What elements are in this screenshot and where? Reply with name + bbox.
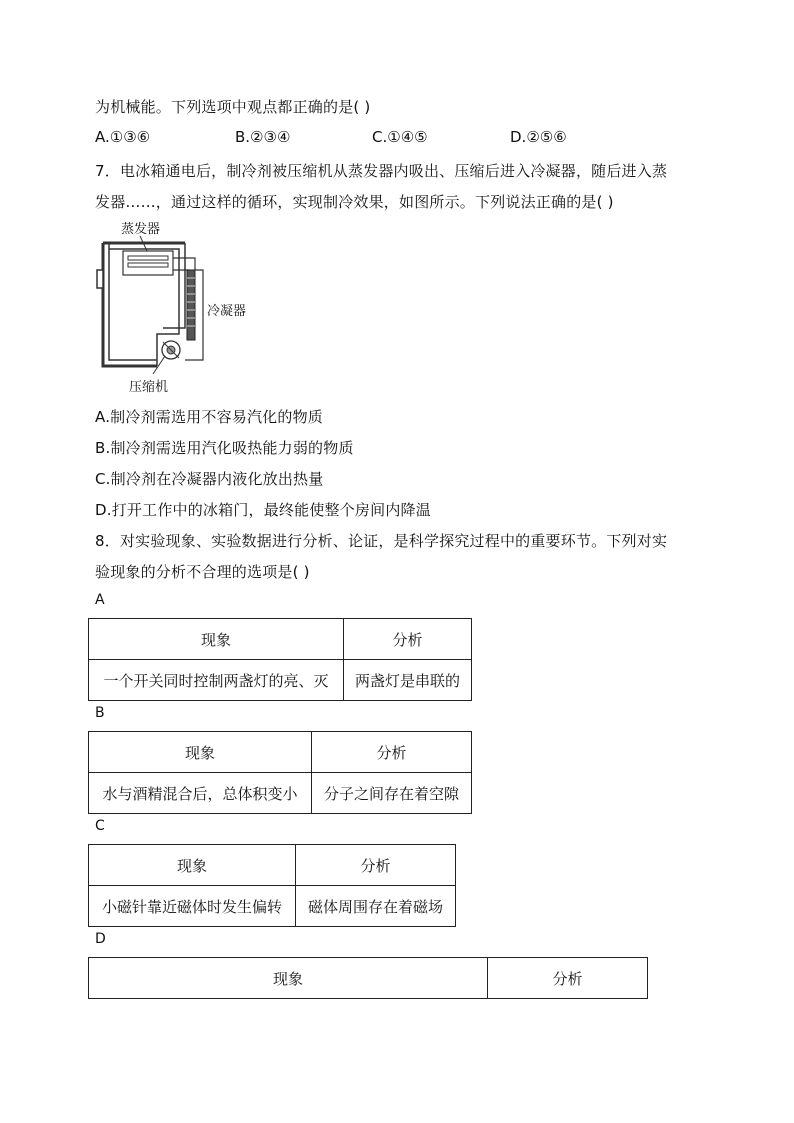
- q7-option-b: B.制冷剂需选用汽化吸热能力弱的物质: [95, 439, 354, 457]
- q8-stem-line1: 8．对实验现象、实验数据进行分析、论证，是科学探究过程中的重要环节。下列对实: [95, 532, 668, 550]
- q7-option-a: A.制冷剂需选用不容易汽化的物质: [95, 408, 323, 426]
- table-c: [88, 844, 456, 927]
- table-c-header-phenomenon: 现象: [89, 845, 296, 886]
- q7-option-d: D.打开工作中的冰箱门，最终能使整个房间内降温: [95, 501, 431, 519]
- q6-option-b: B.②③④: [235, 128, 291, 146]
- compressor-label: 压缩机: [129, 380, 169, 395]
- table-d: [88, 957, 648, 999]
- table-b-header-analysis: 分析: [312, 732, 472, 773]
- table-c-analysis: 磁体周围存在着磁场: [296, 886, 456, 927]
- table-c-phenomenon: 小磁针靠近磁体时发生偏转: [89, 886, 296, 927]
- q6-stem-tail: 为机械能。下列选项中观点都正确的是( ): [95, 98, 371, 116]
- table-a-phenomenon: 一个开关同时控制两盏灯的亮、灭: [89, 660, 344, 701]
- table-a-analysis: 两盏灯是串联的: [344, 660, 472, 701]
- table-b-header-phenomenon: 现象: [89, 732, 312, 773]
- table-a-letter: A: [95, 592, 105, 608]
- table-d-letter: D: [95, 931, 106, 947]
- q7-stem-line2: 发器……，通过这样的循环，实现制冷效果，如图所示。下列说法正确的是( ): [95, 193, 614, 211]
- table-d-header-analysis: 分析: [488, 958, 648, 999]
- q6-option-a: A.①③⑥: [95, 128, 151, 146]
- q7-stem-line1: 7．电冰箱通电后，制冷剂被压缩机从蒸发器内吸出、压缩后进入冷凝器，随后进入蒸: [95, 162, 668, 180]
- table-a-header-analysis: 分析: [344, 619, 472, 660]
- table-a-header-phenomenon: 现象: [89, 619, 344, 660]
- table-d-header-phenomenon: 现象: [89, 958, 488, 999]
- q7-option-c: C.制冷剂在冷凝器内液化放出热量: [95, 470, 324, 488]
- table-b-phenomenon: 水与酒精混合后，总体积变小: [89, 773, 312, 814]
- table-b-letter: B: [95, 705, 105, 721]
- q6-options: [95, 128, 695, 150]
- q8-stem-line2: 验现象的分析不合理的选项是( ): [95, 563, 310, 581]
- table-b: [88, 731, 472, 814]
- q6-option-d: D.②⑤⑥: [510, 128, 567, 146]
- table-c-header-analysis: 分析: [296, 845, 456, 886]
- q6-option-c: C.①④⑤: [372, 128, 428, 146]
- table-c-letter: C: [95, 818, 105, 834]
- table-b-analysis: 分子之间存在着空隙: [312, 773, 472, 814]
- condenser-label: 冷凝器: [207, 304, 247, 319]
- evaporator-label: 蒸发器: [121, 222, 161, 237]
- refrigerator-diagram: [95, 218, 265, 398]
- table-a: [88, 618, 472, 701]
